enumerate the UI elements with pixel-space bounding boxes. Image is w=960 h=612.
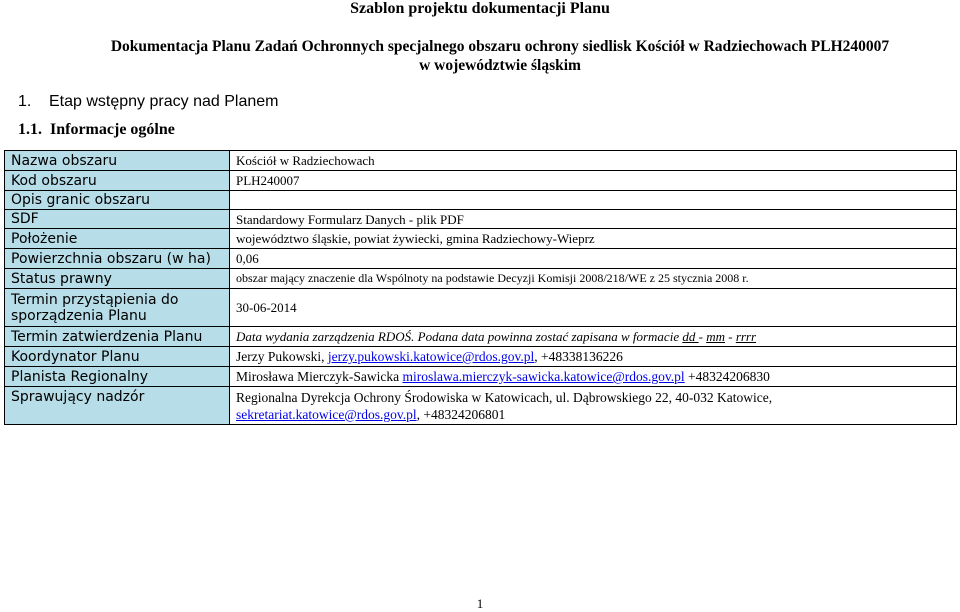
section-number: 1. — [18, 93, 32, 110]
format-separator: - — [698, 329, 707, 344]
label-line: sporządzenia Planu — [11, 307, 147, 324]
row-label-powierzchnia: Powierzchnia obszaru (w ha) — [5, 249, 230, 269]
row-value-nadzor — [230, 387, 957, 425]
row-label-planista: Planista Regionalny — [5, 367, 230, 387]
row-label-koordynator: Koordynator Planu — [5, 347, 230, 367]
format-mm: mm — [706, 329, 725, 344]
supervisor-phone: , +48324206801 — [416, 406, 506, 422]
planner-name: Mirosława Mierczyk-Sawicka — [236, 369, 403, 384]
table-row — [5, 327, 957, 347]
supervisor-email-link[interactable]: sekretariat.katowice@rdos.gov.pl — [236, 406, 417, 422]
table-row — [5, 151, 957, 171]
coordinator-phone: , +48338136226 — [534, 349, 623, 364]
row-value-kod: PLH240007 — [230, 171, 957, 191]
planner-phone: +48324206830 — [684, 369, 770, 384]
format-dd: dd — [682, 329, 699, 344]
section-label: Etap wstępny pracy nad Planem — [49, 93, 279, 110]
table-row — [5, 269, 957, 289]
row-value-termin-zatwierdzenia — [230, 327, 957, 347]
coordinator-email-link[interactable]: jerzy.pukowski.katowice@rdos.gov.pl — [327, 349, 535, 364]
row-value-planista — [230, 367, 957, 387]
row-value-nazwa: Kościół w Radziechowach — [230, 151, 957, 171]
row-label-nadzor: Sprawujący nadzór — [5, 387, 230, 425]
coordinator-name: Jerzy Pukowski, — [236, 349, 328, 364]
table-row — [5, 210, 957, 229]
general-info-table — [4, 150, 957, 425]
table-row — [5, 229, 957, 249]
table-row — [5, 249, 957, 269]
table-row — [5, 289, 957, 327]
format-rrrr: rrrr — [735, 329, 757, 344]
document-title-line2: w województwie śląskim — [419, 57, 581, 74]
row-value-status: obszar mający znaczenie dla Wspólnoty na podstawie Decyzji Komisji 2008/218/WE z 25 stycznia 2008 r. — [230, 269, 957, 289]
planner-email-link[interactable]: miroslawa.mierczyk-sawicka.katowice@rdos.gov.pl — [402, 369, 685, 384]
page-number: 1 — [476, 596, 484, 611]
row-value-opis — [230, 191, 957, 210]
subsection-number: 1.1. — [18, 121, 42, 138]
supervisor-contact — [236, 406, 950, 423]
row-value-polozenie: województwo śląskie, powiat żywiecki, gmina Radziechowy-Wieprz — [230, 229, 957, 249]
section-heading-1 — [18, 93, 278, 111]
format-separator: - — [724, 329, 736, 344]
row-label-nazwa: Nazwa obszaru — [5, 151, 230, 171]
row-label-sdf: SDF — [5, 210, 230, 229]
date-format-note: Data wydania zarządzenia RDOŚ. Podana data powinna zostać zapisana w formacie — [236, 329, 683, 344]
table-row — [5, 191, 957, 210]
row-label-termin-zatwierdzenia: Termin zatwierdzenia Planu — [5, 327, 230, 347]
row-label-termin-przystapienia — [5, 289, 230, 327]
row-label-kod: Kod obszaru — [5, 171, 230, 191]
section-heading-1-1 — [18, 121, 175, 139]
document-title — [40, 37, 960, 75]
table-row — [5, 347, 957, 367]
label-line: Termin przystąpienia do — [11, 291, 179, 308]
row-value-termin-przystapienia: 30-06-2014 — [230, 289, 957, 327]
template-title: Szablon projektu dokumentacji Planu — [350, 0, 610, 17]
row-label-polozenie: Położenie — [5, 229, 230, 249]
table-row — [5, 387, 957, 425]
table-row — [5, 171, 957, 191]
supervisor-address: Regionalna Dyrekcja Ochrony Środowiska w Katowicach, ul. Dąbrowskiego 22, 40-032 Katowice, — [236, 389, 773, 405]
table-row — [5, 367, 957, 387]
row-label-status: Status prawny — [5, 269, 230, 289]
row-value-sdf[interactable]: Standardowy Formularz Danych - plik PDF — [230, 210, 957, 229]
subsection-label: Informacje ogólne — [50, 121, 175, 138]
document-title-line1: Dokumentacja Planu Zadań Ochronnych specjalnego obszaru ochrony siedlisk Kościół w Radziechowach PLH240007 — [110, 38, 890, 55]
row-value-powierzchnia: 0,06 — [230, 249, 957, 269]
row-value-koordynator — [230, 347, 957, 367]
row-label-opis: Opis granic obszaru — [5, 191, 230, 210]
